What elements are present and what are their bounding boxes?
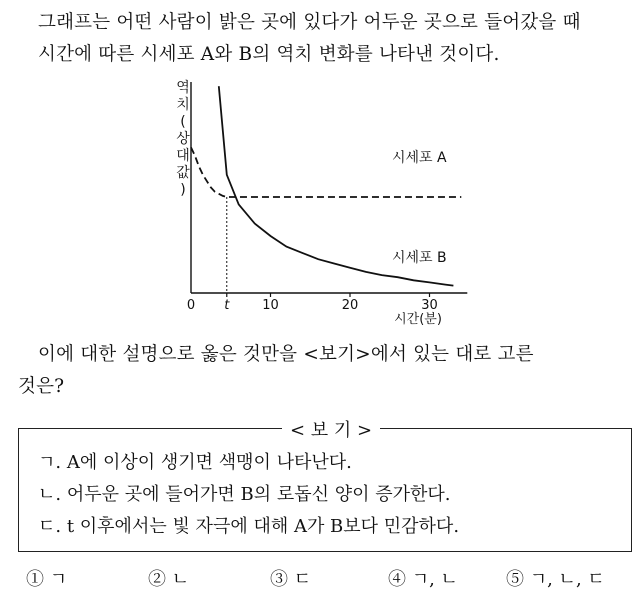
chart-labels	[176, 79, 447, 327]
x-tick-label: 10	[262, 298, 279, 313]
prompt-line-1: 이에 대한 설명으로 옳은 것만을 <보기>에서 있는 대로 고른	[38, 344, 534, 365]
choice-5[interactable]: ⑤ ㄱ, ㄴ, ㄷ	[506, 569, 605, 590]
y-axis-label-char: 상	[176, 131, 190, 147]
bogi-item-1: ㄱ. A에 이상이 생기면 색맹이 나타난다.	[38, 452, 352, 473]
intro-line-1: 그래프는 어떤 사람이 밝은 곳에 있다가 어두운 곳으로 들어갔을 때	[38, 12, 581, 33]
bogi-title: < 보 기 >	[282, 416, 380, 442]
x-tick-label: t	[224, 298, 230, 313]
y-axis-label-char: (	[180, 114, 186, 130]
intro-line-2: 시간에 따른 시세포 A와 B의 역치 변화를 나타낸 것이다.	[38, 44, 500, 65]
choice-4[interactable]: ④ ㄱ, ㄴ	[388, 569, 458, 590]
x-tick-label: 20	[341, 298, 359, 313]
series-a-label: 시세포 A	[392, 150, 447, 166]
choice-2[interactable]: ② ㄴ	[148, 569, 190, 590]
y-axis-label-char: 치	[176, 97, 190, 113]
bogi-item-2: ㄴ. 어두운 곳에 들어가면 B의 로돕신 양이 증가한다.	[38, 484, 451, 505]
bogi-item-3: ㄷ. t 이후에서는 빛 자극에 대해 A가 B보다 민감하다.	[38, 516, 460, 537]
y-axis-label-char: )	[180, 182, 186, 198]
x-axis-label: 시간(분)	[394, 312, 442, 327]
series-b-label: 시세포 B	[392, 250, 447, 266]
x-tick-label: 30	[421, 298, 438, 313]
y-axis-label-char: 값	[176, 165, 190, 181]
x-tick-label: 0	[186, 298, 196, 313]
prompt-line-2: 것은?	[18, 376, 65, 397]
choice-3[interactable]: ③ ㄷ	[270, 569, 312, 590]
y-axis-label-char: 대	[176, 148, 190, 164]
y-axis-label-char: 역	[176, 80, 190, 96]
choice-1[interactable]: ① ㄱ	[26, 569, 68, 590]
